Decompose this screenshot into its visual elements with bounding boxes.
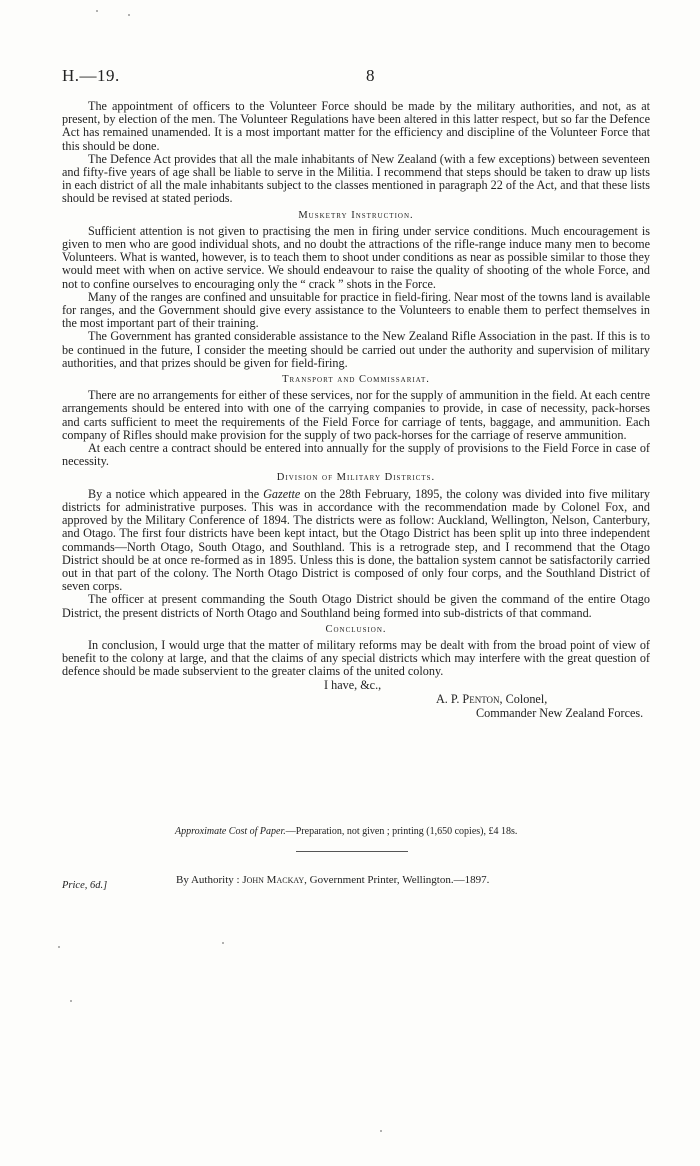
divider-rule xyxy=(296,851,408,852)
cost-text: —Preparation, not given ; printing (1,650 copies), £4 18s. xyxy=(285,826,518,837)
paper-speck xyxy=(70,1000,72,1002)
paragraph: The officer at present commanding the South Otago District should be given the command of the entire Otago District, the present districts of North Otago and Southland being formed into sub-districts of that command. xyxy=(62,592,650,620)
signature-rank: , Colonel, xyxy=(499,691,548,706)
signature-closing: I have, &c., xyxy=(324,677,382,692)
signature-initials: A. P. xyxy=(436,691,463,706)
paragraph xyxy=(62,488,650,594)
signature-role: Commander New Zealand Forces. xyxy=(476,705,644,720)
document-code: H.—19. xyxy=(62,66,120,85)
paper-speck xyxy=(380,1130,382,1132)
authority-prefix: By Authority : xyxy=(176,874,243,886)
cost-label: Approximate Cost of Paper. xyxy=(175,826,286,837)
cost-of-paper xyxy=(175,826,517,837)
printer-authority xyxy=(176,874,489,886)
signature-surname: Penton xyxy=(462,691,500,706)
section-heading-conclusion: Conclusion. xyxy=(325,623,387,635)
paper-speck xyxy=(96,10,98,12)
paragraph-text: on the 28th February, 1895, the colony was divided into five military districts for administrative purposes. This was in accordance with the recommendation made by Colonel Fox, and approved by the Military Conference of 1894. The districts were as follow: Auckland, Wellington, Nelson, Canterbury, and Otago. The first four districts have been kept intact, but the Otago District has been split up into three independent commands—North Otago, South Otago, and Southland. This is a retrograde step, and I recommend that the Otago District should be at once re-formed as in 1895. Unless this is done, the battalion system cannot be satisfactorily carried out in that part of the colony. The North Otago District is composed of only four corps, and the Southland District of seven corps. xyxy=(62,486,650,594)
paragraph: At each centre a contract should be entered into annually for the supply of provisions to the Field Force in case of necessity. xyxy=(62,441,650,469)
section-heading-transport: Transport and Commissariat. xyxy=(282,374,430,386)
signature-name xyxy=(436,693,547,706)
page-number: 8 xyxy=(366,66,375,85)
paragraph: The Government has granted considerable assistance to the New Zealand Rifle Association in the past. If this is to be continued in the future, I consider the meeting should be carried out under the authority and supervision of military authorities, and that prizes should be given for field-firing. xyxy=(62,329,650,370)
paragraph: In conclusion, I would urge that the matter of military reforms may be dealt with from the broad point of view of benefit to the colony at large, and that the claims of any special districts which may interfere with the great question of defence should be made subservient to the greater claims of the united colony. xyxy=(62,637,650,679)
paragraph: The Defence Act provides that all the male inhabitants of New Zealand (with a few exceptions) between seventeen and fifty-five years of age shall be liable to serve in the Militia. I recommend that steps should be taken to draw up lists in each district of all the male inhabitants subject to the classes mentioned in paragraph 22 of the Act, and that these lists should be revised at stated periods. xyxy=(62,151,650,206)
printer-name: John Mackay xyxy=(242,874,305,886)
paragraph: The appointment of officers to the Volunteer Force should be made by the military authorities, and not, as at present, by election of the men. The Volunteer Regulations have been altered in this latter respect, but so far the Defence Act has remained unamended. It is a most important matter for the efficiency and discipline of the Volunteer Force that this should be done. xyxy=(62,99,650,153)
price: Price, 6d.] xyxy=(62,880,108,891)
section-heading-division: Division of Military Districts. xyxy=(276,472,436,484)
section-heading-musketry: Musketry Instruction. xyxy=(298,209,414,221)
signature-block xyxy=(62,679,650,725)
paper-speck xyxy=(128,14,130,16)
paragraph-text: By a notice which appeared in the xyxy=(88,486,264,501)
report-body xyxy=(62,100,650,725)
authority-suffix: , Government Printer, Wellington.—1897. xyxy=(304,874,490,886)
paragraph: Sufficient attention is not given to practising the men in firing under service conditions. Much encouragement is given to men who are good individual shots, and no doubt the attractions of the rifle-range induce many men to become Volunteers. What is wanted, however, is to teach them to shoot under conditions as near as possible similar to those they would meet with when on active service. We should endeavour to raise the quality of shooting of the whole Force, and not to confine ourselves to encouraging only the “ crack ” shots in the Force. xyxy=(62,223,650,291)
paper-speck xyxy=(222,942,224,944)
gazette-title: Gazette xyxy=(263,486,301,501)
paragraph: There are no arrangements for either of these services, nor for the supply of ammunition in the field. At each centre arrangements should be entered into with one of the carrying companies to provide, in case of necessity, pack-horses and carts sufficient to meet the requirements of the Field Force for carriage of tents, baggage, and ammunition. Each company of Rifles should make provision for the supply of two pack-horses for the carriage of reserve ammunition. xyxy=(62,388,650,442)
paragraph: Many of the ranges are confined and unsuitable for practice in field-firing. Near most of the towns land is available for ranges, and the Government should give every assistance to the Volunteers to enable them to perfect themselves in the most important part of their training. xyxy=(62,289,650,331)
paper-speck xyxy=(58,946,60,948)
